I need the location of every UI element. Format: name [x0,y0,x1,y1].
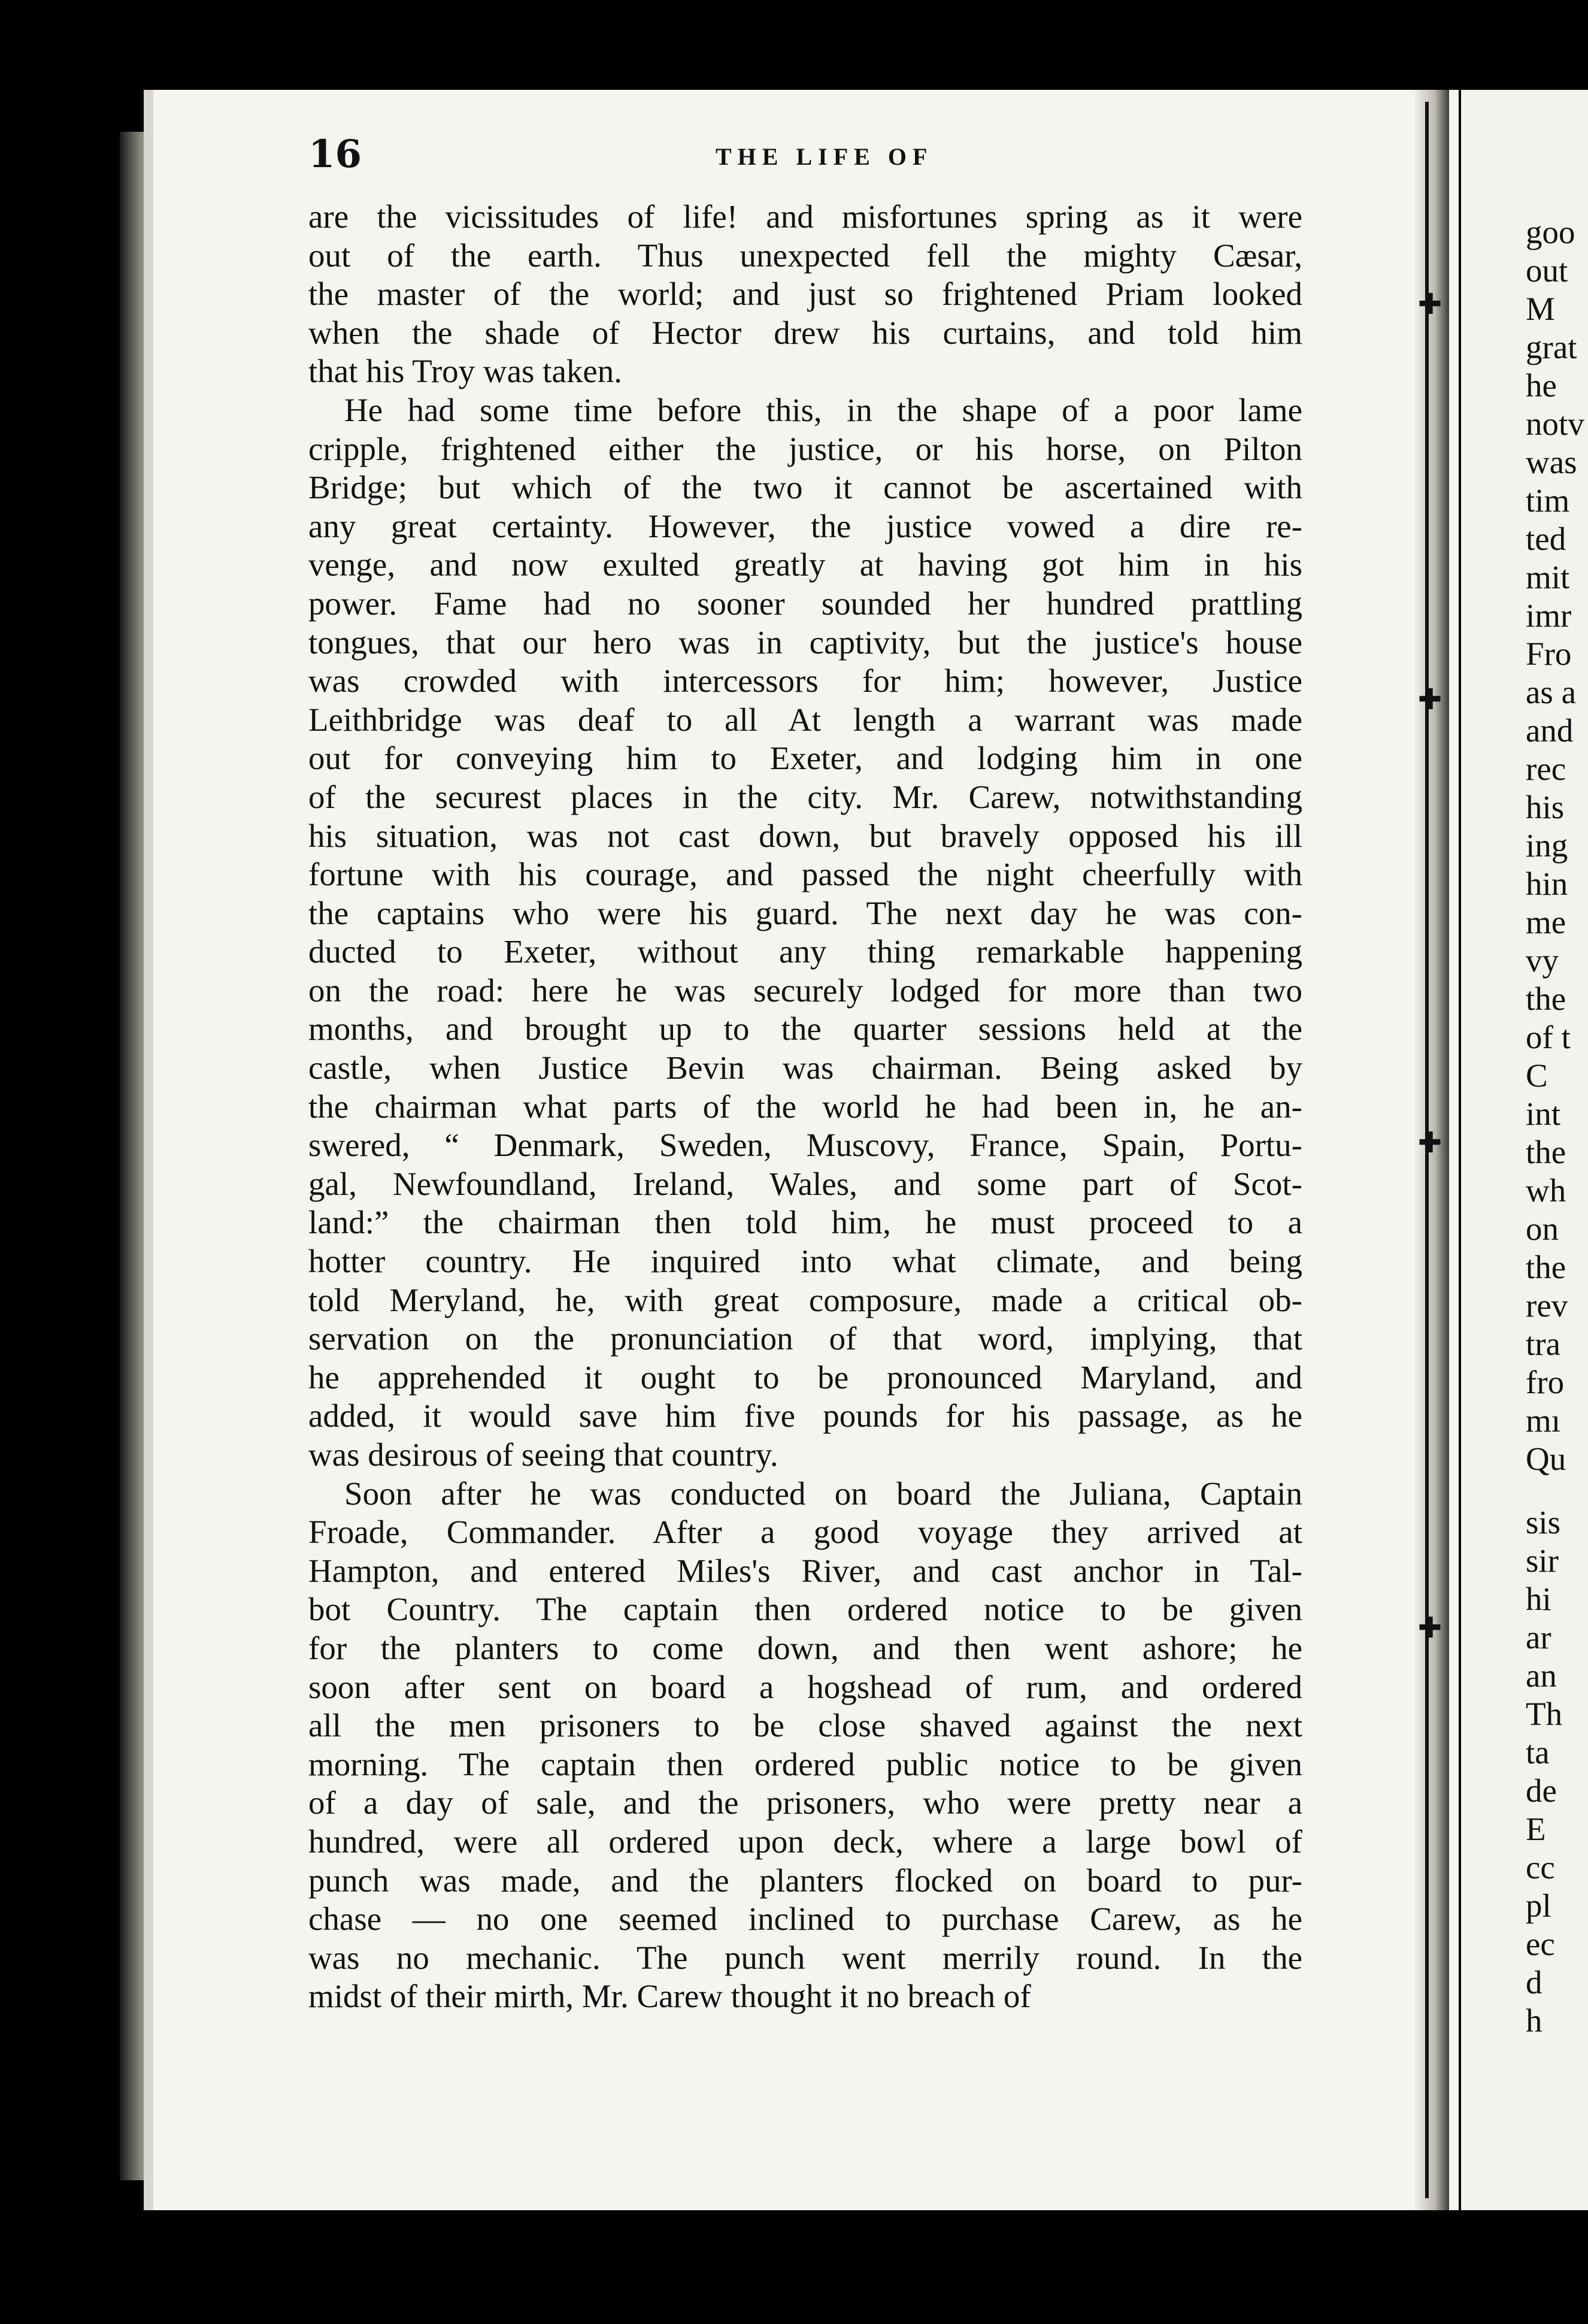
facing-page-fragment: hi [1526,1581,1551,1617]
facing-page-fragment: Th [1526,1696,1563,1732]
facing-page-fragment: h [1526,2002,1542,2039]
gutter-stitch-mark: ✚ [1418,288,1442,321]
text-line: on the road: here he was securely lodged for more than two [308,972,1302,1009]
facing-page-fragment: pl [1526,1887,1551,1924]
text-line: told Meryland, he, with great composure, made a critical ob- [308,1281,1302,1318]
text-line: Soon after he was conducted on board the Juliana, Captain [344,1475,1302,1512]
facing-page-fragment: ar [1526,1619,1551,1656]
paragraph [308,198,1302,391]
facing-page-fragment: Fro [1526,636,1572,672]
text-line: morning. The captain then ordered public notice to be given [308,1745,1302,1783]
text-line: cripple, frightened either the justice, or his horse, on Pilton [308,430,1302,467]
text-line: gal, Newfoundland, Ireland, Wales, and some part of Scot- [308,1165,1302,1202]
facing-page-fragment: he [1526,367,1557,404]
text-line: when the shade of Hector drew his curtains, and told him [308,314,1302,351]
facing-page-fragment: notv [1526,406,1584,442]
facing-page-fragment: out [1526,252,1568,289]
facing-page-fragment: rev [1526,1287,1568,1324]
facing-page-fragment: imr [1526,597,1572,634]
text-line: any great certainty. However, the justice vowed a dire re- [308,507,1302,544]
text-line: the captains who were his guard. The next day he was con- [308,894,1302,931]
text-line: midst of their mirth, Mr. Carew thought it no breach of [308,1978,1031,2015]
page-number: 16 [308,132,362,177]
paragraph [308,391,1302,1475]
running-head-title: THE LIFE OF [716,143,934,170]
paragraph [308,1475,1302,2016]
text-line: hundred, were all ordered upon deck, where a large bowl of [308,1823,1302,1860]
text-line: land:” the chairman then told him, he must proceed to a [308,1204,1302,1241]
facing-page-fragment: me [1526,904,1566,940]
text-line: punch was made, and the planters flocked on board to pur- [308,1862,1302,1899]
text-line: hotter country. He inquired into what climate, and being [308,1243,1302,1280]
text-line: the chairman what parts of the world he had been in, he an- [308,1088,1302,1125]
facing-page-fragment: Qu [1526,1441,1566,1477]
text-line: out of the earth. Thus unexpected fell the mighty Cæsar, [308,237,1302,274]
gutter-stitch-mark: ✚ [1418,1611,1442,1645]
text-line: venge, and now exulted greatly at having got him in his [308,546,1302,583]
gutter-stitch-mark: ✚ [1418,683,1442,716]
facing-page-fragment: E [1526,1811,1546,1847]
text-line: out for conveying him to Exeter, and lodging him in one [308,740,1302,777]
facing-page-fragment: the [1526,981,1566,1017]
text-line: he apprehended it ought to be pronounced Maryland, and [308,1358,1302,1396]
facing-page-fragment: as a [1526,674,1576,710]
facing-page-fragment: sis [1526,1504,1561,1541]
facing-page-fragment: d [1526,1964,1542,2001]
facing-page-fragment: an [1526,1657,1557,1694]
facing-page-fragment: mı [1526,1402,1561,1439]
text-line: of the securest places in the city. Mr. Carew, notwithstanding [308,778,1302,815]
text-line: are the vicissitudes of life! and misfortunes spring as it were [308,198,1302,235]
text-line: tongues, that our hero was in captivity, but the justice's house [308,624,1302,661]
facing-page-fragment: wh [1526,1172,1566,1209]
text-line: chase — no one seemed inclined to purchase Carew, as he [308,1901,1302,1938]
text-line: for the planters to come down, and then went ashore; he [308,1629,1302,1666]
text-line: was no mechanic. The punch went merrily round. In the [308,1939,1302,1976]
text-line: Hampton, and entered Miles's River, and cast anchor in Tal- [308,1552,1302,1589]
facing-page-fragment: de [1526,1772,1557,1809]
text-line: was crowded with intercessors for him; however, Justice [308,662,1302,700]
facing-page-fragment: int [1526,1096,1561,1132]
facing-page-fragment: the [1526,1134,1566,1170]
text-line: his situation, was not cast down, but bravely opposed his ill [308,817,1302,854]
facing-page-fragment: tim [1526,482,1570,519]
facing-page-fragment: tra [1526,1326,1561,1362]
facing-page-fragment: rec [1526,751,1566,787]
facing-page-fragment: his [1526,789,1565,825]
text-line: of a day of sale, and the prisoners, who were pretty near a [308,1784,1302,1821]
text-line: Bridge; but which of the two it cannot be ascertained with [308,469,1302,506]
facing-page-fragment: sir [1526,1542,1559,1579]
text-line: months, and brought up to the quarter sessions held at the [308,1010,1302,1048]
facing-page-fragment: ta [1526,1734,1550,1771]
text-line: swered, “ Denmark, Sweden, Muscovy, France, Spain, Portu- [308,1127,1302,1164]
facing-page-fragment: grat [1526,329,1577,365]
text-line: was desirous of seeing that country. [308,1436,778,1473]
text-line: all the men prisoners to be close shaved against the next [308,1707,1302,1744]
body-paragraphs [308,198,1302,2016]
text-line: He had some time before this, in the shape of a poor lame [344,391,1302,428]
text-line: added, it would save him five pounds for his passage, as he [308,1397,1302,1435]
text-line: ducted to Exeter, without any thing remarkable happening [308,933,1302,970]
gutter-stitch-mark: ✚ [1418,1126,1442,1160]
text-line: soon after sent on board a hogshead of rum, and ordered [308,1668,1302,1705]
facing-page-fragment: ted [1526,521,1566,557]
facing-page-fragment: cc [1526,1849,1555,1886]
facing-page-fragment: goo [1526,214,1575,250]
text-line: bot Country. The captain then ordered notice to be given [308,1591,1302,1628]
text-line: that his Troy was taken. [308,353,623,390]
text-line: the master of the world; and just so frightened Priam looked [308,276,1302,313]
facing-page-fragment: the [1526,1249,1566,1285]
text-line: Froade, Commander. After a good voyage they arrived at [308,1514,1302,1551]
facing-page-fragment: on [1526,1211,1559,1247]
facing-page-fragment: ing [1526,827,1568,864]
text-line: fortune with his courage, and passed the night cheerfully with [308,856,1302,893]
facing-page-fragment: fro [1526,1364,1565,1400]
left-page-text [308,132,1302,2016]
top-dark-margin [0,0,1588,90]
facing-page-fragment: of t [1526,1019,1571,1055]
facing-page-fragment: mit [1526,559,1570,595]
facing-page-fragment: vy [1526,942,1559,979]
facing-page-fragment: was [1526,444,1577,480]
text-line: Leithbridge was deaf to all At length a warrant was made [308,701,1302,738]
facing-page-fragment: C [1526,1057,1548,1094]
facing-page-fragment: M [1526,290,1555,327]
text-line: power. Fame had no sooner sounded her hundred prattling [308,585,1302,622]
facing-page-fragment: ec [1526,1926,1555,1962]
facing-page-fragment: hin [1526,866,1568,902]
text-line: servation on the pronunciation of that word, implying, that [308,1320,1302,1357]
text-line: castle, when Justice Bevin was chairman. Being asked by [308,1049,1302,1087]
running-head [308,132,1302,198]
facing-page-fragment: and [1526,712,1574,749]
